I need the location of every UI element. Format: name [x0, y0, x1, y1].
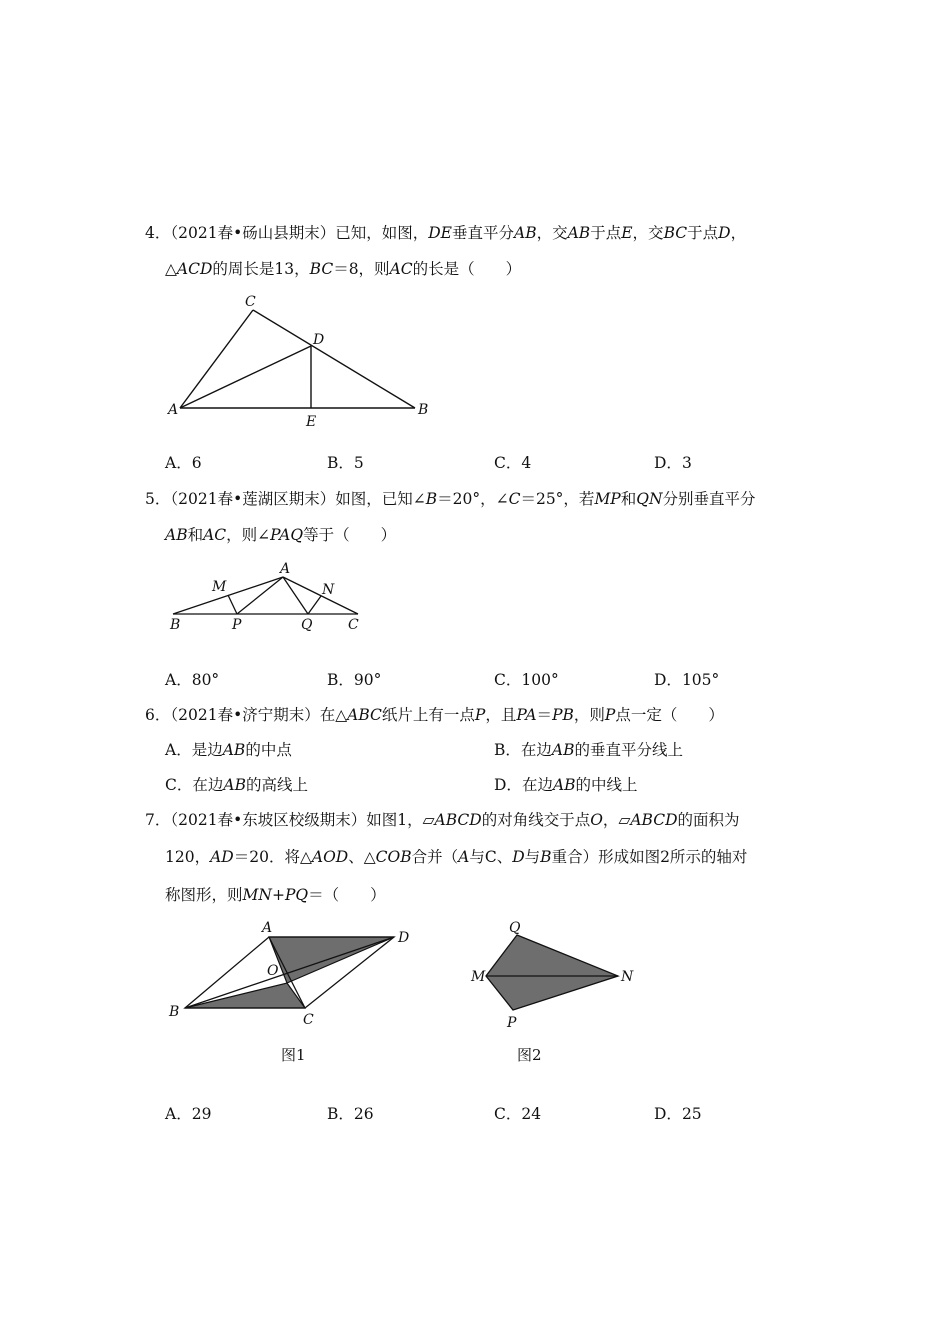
math-variable: B [425, 490, 438, 508]
q5-line-2 [165, 524, 396, 546]
q7-fig1-label-D: D [398, 930, 410, 946]
math-variable: AC [389, 260, 413, 278]
q7-fig2-label-Q: Q [509, 920, 521, 936]
q4-number: 4． [145, 224, 171, 242]
q7-fig2-label-M: M [471, 969, 486, 985]
math-variable: PA [516, 706, 537, 724]
q7-fig2-label-P: P [507, 1015, 517, 1031]
math-variable: PB [552, 706, 574, 724]
q4-label-A: A [168, 402, 179, 418]
q4-option-a[interactable] [165, 452, 202, 474]
q4-line-2 [165, 258, 521, 280]
q6-option-a[interactable] [165, 739, 292, 761]
q7-fig2-caption: 图2 [517, 1046, 542, 1064]
math-variable: MN [242, 886, 272, 904]
math-variable: P [474, 706, 486, 724]
math-variable: ABCD [630, 811, 678, 829]
q4-label-B: B [418, 402, 429, 418]
math-variable: DE [428, 224, 452, 242]
q4-option-d-label: D． [654, 454, 682, 472]
math-variable: C [508, 490, 521, 508]
q5-option-d-text: 105° [681, 671, 720, 689]
q7-option-a[interactable] [165, 1103, 211, 1125]
q5-option-c-text: 100° [521, 671, 559, 689]
math-variable: O [590, 811, 603, 829]
q5-option-c[interactable] [494, 669, 559, 691]
q7-line-1 [145, 809, 740, 831]
q4-option-c[interactable] [494, 452, 531, 474]
q7-stem-line-1: 如图1，▱ABCD的对角线交于点O，▱ABCD的面积为 [366, 811, 740, 829]
q7-fig2-kite [486, 935, 618, 1010]
math-variable: PQ [284, 886, 309, 904]
q7-line-3 [165, 884, 386, 906]
math-variable: COB [375, 848, 412, 866]
q4-source: （2021春•砀山县期末） [170, 224, 336, 242]
q4-option-b-label: B． [327, 454, 354, 472]
math-variable: PAQ [270, 526, 304, 544]
q5-label-P: P [232, 617, 242, 633]
math-variable: ACD [176, 260, 213, 278]
q5-figure [165, 557, 375, 637]
q7-fig1-label-A: A [262, 920, 273, 936]
q6-option-d-text: 在边AB的中线上 [521, 776, 638, 794]
q4-stem-line-1: 已知，如图，DE垂直平分AB，交AB于点E，交BC于点D， [335, 224, 747, 242]
q4-option-b[interactable] [327, 452, 364, 474]
q5-option-d-label: D． [654, 671, 682, 689]
math-variable: AB [551, 741, 575, 759]
math-variable: D [718, 224, 731, 242]
math-variable: BC [663, 224, 688, 242]
q6-line-1 [145, 704, 724, 726]
q6-number: 6． [145, 706, 171, 724]
q4-option-c-text: 4 [521, 454, 532, 472]
q4-option-d[interactable] [654, 452, 692, 474]
q5-line-1 [145, 488, 756, 510]
math-variable: AB [165, 526, 188, 544]
math-variable: AB [567, 224, 591, 242]
q7-stem-line-2: 120，AD＝20．将△AOD、△COB合并（A与C、D与B重合）形成如图2所示的轴对 [165, 848, 748, 866]
q7-figure-1 [165, 915, 425, 1065]
q7-option-c[interactable] [494, 1103, 541, 1125]
q5-seg-NQ [308, 596, 321, 614]
q7-number: 7． [145, 811, 171, 829]
math-variable: MP [594, 490, 621, 508]
q5-label-N: N [322, 582, 335, 598]
q7-option-b-text: 26 [353, 1105, 374, 1123]
math-variable: ABC [347, 706, 382, 724]
math-variable: P [604, 706, 616, 724]
q5-source: （2021春•莲湖区期末） [170, 490, 336, 508]
math-variable: QN [636, 490, 663, 508]
q5-option-b-text: 90° [353, 671, 382, 689]
q5-option-a-label: A． [165, 671, 192, 689]
q5-seg-MP [228, 595, 237, 614]
q4-label-C: C [245, 294, 256, 310]
q7-fig1-caption: 图1 [281, 1046, 306, 1064]
q5-label-M: M [212, 579, 227, 595]
q7-figure-2 [465, 915, 645, 1065]
math-variable: AD [210, 848, 234, 866]
q5-number: 5． [145, 490, 171, 508]
q5-option-b[interactable] [327, 669, 381, 691]
q6-option-b[interactable] [494, 739, 683, 761]
math-variable: D [512, 848, 525, 866]
q7-option-d-text: 25 [681, 1105, 702, 1123]
q5-stem-line-1: 如图，已知∠B＝20°，∠C＝25°，若MP和QN分别垂直平分 [335, 490, 756, 508]
q5-option-c-label: C． [494, 671, 522, 689]
q7-line-2 [165, 846, 747, 868]
q6-option-c-label: C． [165, 776, 193, 794]
q7-stem-line-3: 称图形，则MN+PQ＝（ ） [165, 886, 386, 904]
q4-label-E: E [306, 414, 317, 430]
q6-option-d[interactable] [494, 774, 638, 796]
q6-option-a-text: 是边AB的中点 [191, 741, 292, 759]
q5-seg-AC [283, 577, 358, 614]
q6-option-a-label: A． [165, 741, 192, 759]
q4-figure [165, 290, 445, 430]
math-variable: AB [223, 776, 246, 794]
q5-stem-line-2: AB和AC，则∠PAQ等于（ ） [165, 526, 397, 544]
q5-option-d[interactable] [654, 669, 719, 691]
math-variable: AC [203, 526, 227, 544]
q4-option-a-label: A． [165, 454, 192, 472]
q5-option-b-label: B． [327, 671, 354, 689]
math-variable: ABCD [434, 811, 482, 829]
q4-option-c-label: C． [494, 454, 522, 472]
q6-source: （2021春•济宁期末） [170, 706, 320, 724]
q7-option-b[interactable] [327, 1103, 374, 1125]
q4-option-d-text: 3 [681, 454, 692, 472]
math-variable: AOD [311, 848, 349, 866]
math-variable: BC [309, 260, 334, 278]
math-variable: AB [222, 741, 246, 759]
q7-option-a-label: A． [165, 1105, 192, 1123]
q6-stem-line-1: 在△ABC纸片上有一点P，且PA＝PB，则P点一定（ ） [319, 706, 724, 724]
math-variable: E [621, 224, 633, 242]
q7-fig1-label-O: O [267, 963, 279, 979]
q5-label-A: A [280, 561, 291, 577]
q4-seg-AD [180, 346, 311, 408]
math-variable: AB [514, 224, 537, 242]
q5-option-a-text: 80° [191, 671, 220, 689]
q7-option-d-label: D． [654, 1105, 682, 1123]
q5-seg-AP [237, 577, 283, 614]
q7-option-a-text: 29 [191, 1105, 212, 1123]
q7-fig1-label-C: C [303, 1012, 314, 1028]
q6-option-d-label: D． [494, 776, 522, 794]
q4-option-b-text: 5 [353, 454, 364, 472]
q5-option-a[interactable] [165, 669, 219, 691]
q7-option-c-text: 24 [521, 1105, 542, 1123]
q7-fig1-shaded-triangle-cob [185, 983, 305, 1008]
math-variable: AB [552, 776, 576, 794]
q7-option-c-label: C． [494, 1105, 522, 1123]
q4-seg-AC [180, 310, 253, 408]
q5-label-B: B [170, 617, 181, 633]
q5-label-C: C [348, 617, 359, 633]
q4-line-1 [145, 222, 746, 244]
q7-option-b-label: B． [327, 1105, 354, 1123]
q4-label-D: D [313, 332, 325, 348]
q7-option-d[interactable] [654, 1103, 702, 1125]
q6-option-c-text: 在边AB的高线上 [192, 776, 308, 794]
q5-label-Q: Q [301, 617, 313, 633]
q7-fig2-label-N: N [621, 969, 634, 985]
q7-fig1-label-B: B [169, 1004, 180, 1020]
q4-seg-CB [253, 310, 415, 408]
math-variable: A [458, 848, 470, 866]
math-variable: B [540, 848, 552, 866]
q7-source: （2021春•东坡区校级期末） [170, 811, 367, 829]
q6-option-b-label: B． [494, 741, 521, 759]
q6-option-c[interactable] [165, 774, 308, 796]
q6-option-b-text: 在边AB的垂直平分线上 [520, 741, 684, 759]
q4-option-a-text: 6 [191, 454, 202, 472]
q4-stem-line-2: △ACD的周长是13，BC＝8，则AC的长是（ ） [165, 260, 522, 278]
